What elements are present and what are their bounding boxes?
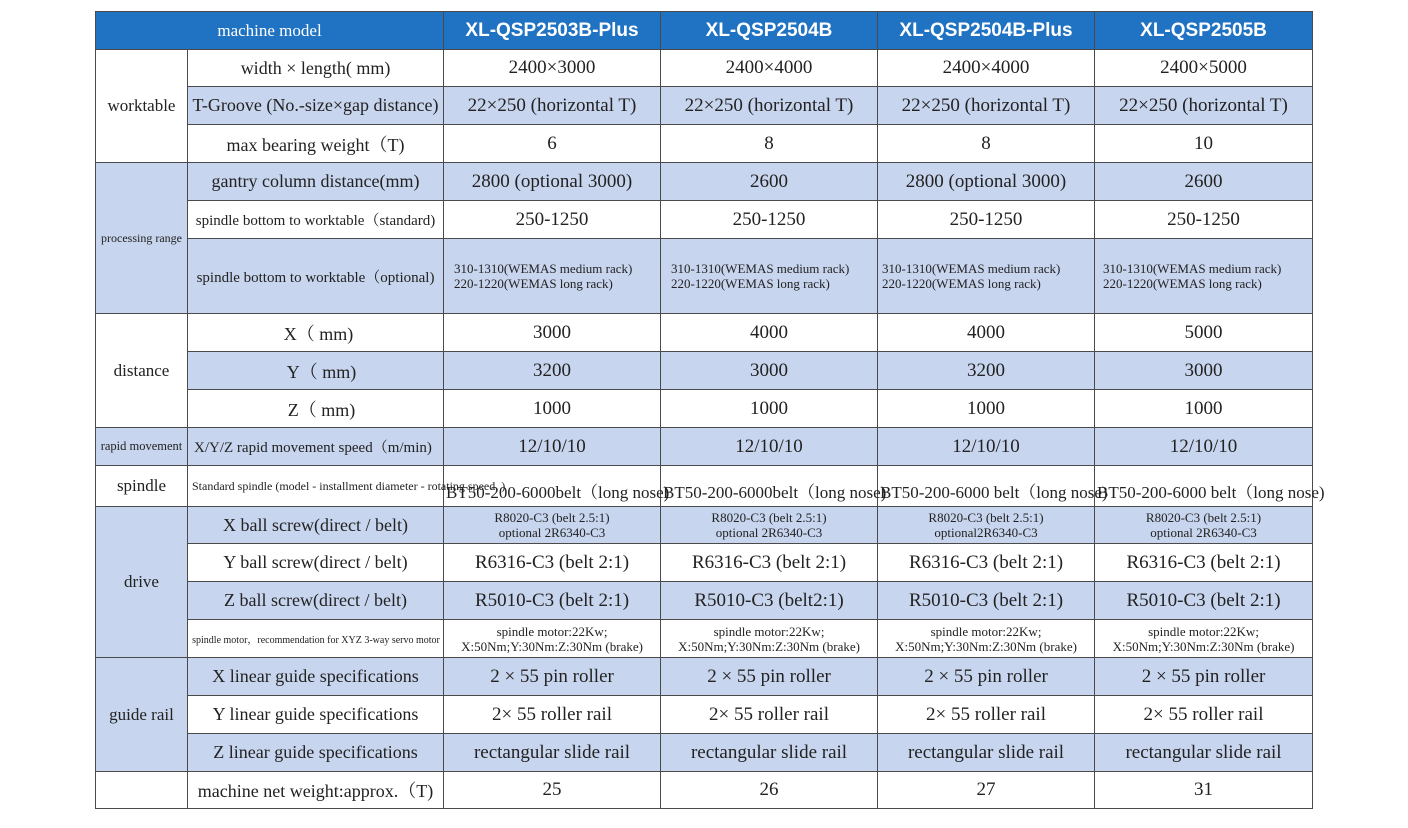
table-cell: 3200 — [878, 352, 1095, 390]
cell-line: 310-1310(WEMAS medium rack) — [1103, 261, 1282, 276]
row-label: spindle bottom to worktable（optional) — [188, 239, 444, 314]
table-row — [96, 734, 1313, 772]
table-cell — [1095, 239, 1313, 314]
table-cell: R5010-C3 (belt 2:1) — [444, 582, 661, 620]
table-cell: 3000 — [1095, 352, 1313, 390]
row-label: X linear guide specifications — [188, 658, 444, 696]
table-cell: 26 — [661, 772, 878, 809]
header-row — [96, 12, 1313, 50]
table-cell: 12/10/10 — [444, 428, 661, 466]
table-cell: 2× 55 roller rail — [661, 696, 878, 734]
table-cell: 27 — [878, 772, 1095, 809]
table-cell — [444, 239, 661, 314]
table-cell: 250-1250 — [1095, 201, 1313, 239]
table-cell: 2800 (optional 3000) — [878, 163, 1095, 201]
table-cell — [878, 239, 1095, 314]
table-cell — [444, 507, 661, 544]
table-cell: 6 — [444, 125, 661, 163]
cell-line: X:50Nm;Y:30Nm:Z:30Nm (brake) — [678, 638, 860, 654]
row-label: Z ball screw(direct / belt) — [188, 582, 444, 620]
table-cell: R6316-C3 (belt 2:1) — [1095, 544, 1313, 582]
table-cell: rectangular slide rail — [661, 734, 878, 772]
row-label: spindle bottom to worktable（standard) — [188, 201, 444, 239]
cell-line: X:50Nm;Y:30Nm:Z:30Nm (brake) — [1112, 638, 1295, 654]
cell-line: spindle motor:22Kw; — [713, 623, 825, 639]
row-label: X/Y/Z rapid movement speed（m/min) — [188, 428, 444, 466]
table-cell: 250-1250 — [878, 201, 1095, 239]
table-cell: 31 — [1095, 772, 1313, 809]
group-label-empty — [96, 772, 188, 809]
table-row — [96, 352, 1313, 390]
cell-line: spindle motor:22Kw; — [496, 623, 608, 639]
table-cell: 10 — [1095, 125, 1313, 163]
cell-line: R8020-C3 (belt 2.5:1) — [494, 510, 610, 525]
table-row — [96, 239, 1313, 314]
cell-line: 220-1220(WEMAS long rack) — [671, 276, 830, 291]
group-label-drive: drive — [96, 507, 188, 658]
table-cell: 22×250 (horizontal T) — [1095, 87, 1313, 125]
table-cell: 1000 — [878, 390, 1095, 428]
table-cell: 2600 — [661, 163, 878, 201]
table-cell: 5000 — [1095, 314, 1313, 352]
cell-line: 310-1310(WEMAS medium rack) — [882, 261, 1061, 276]
table-cell: BT50-200-6000belt（long nose) — [444, 466, 661, 507]
table-cell: rectangular slide rail — [444, 734, 661, 772]
table-row — [96, 507, 1313, 544]
table-row — [96, 87, 1313, 125]
table-cell — [1095, 507, 1313, 544]
table-cell: 4000 — [878, 314, 1095, 352]
group-label-guide-rail: guide rail — [96, 658, 188, 772]
cell-line: 220-1220(WEMAS long rack) — [1103, 276, 1262, 291]
group-label-distance: distance — [96, 314, 188, 428]
spec-table — [95, 11, 1325, 809]
cell-line: 310-1310(WEMAS medium rack) — [454, 261, 633, 276]
table-row — [96, 582, 1313, 620]
table-cell: 2600 — [1095, 163, 1313, 201]
table-cell: 2× 55 roller rail — [878, 696, 1095, 734]
table-cell: 2 × 55 pin roller — [1095, 658, 1313, 696]
row-label: machine net weight:approx.（T) — [188, 772, 444, 809]
cell-line: X:50Nm;Y:30Nm:Z:30Nm (brake) — [895, 638, 1077, 654]
table-cell: 2400×3000 — [444, 50, 661, 87]
table-cell: 8 — [878, 125, 1095, 163]
table-cell: 1000 — [661, 390, 878, 428]
cell-line: R8020-C3 (belt 2.5:1) — [711, 510, 827, 525]
table-cell: 8 — [661, 125, 878, 163]
model-header: XL-QSP2503B-Plus — [444, 12, 661, 50]
table-cell: 250-1250 — [444, 201, 661, 239]
row-label: width × length( mm) — [188, 50, 444, 87]
cell-line: R8020-C3 (belt 2.5:1) — [1145, 510, 1262, 525]
table-cell: 2 × 55 pin roller — [444, 658, 661, 696]
table-cell: R6316-C3 (belt 2:1) — [878, 544, 1095, 582]
table-cell: 22×250 (horizontal T) — [661, 87, 878, 125]
table-cell: R6316-C3 (belt 2:1) — [444, 544, 661, 582]
table-row — [96, 50, 1313, 87]
table-row — [96, 163, 1313, 201]
table-cell — [444, 620, 661, 658]
table-row — [96, 544, 1313, 582]
table-cell: 1000 — [444, 390, 661, 428]
cell-line: R8020-C3 (belt 2.5:1) — [928, 510, 1044, 525]
row-label: X ball screw(direct / belt) — [188, 507, 444, 544]
table-cell: 12/10/10 — [1095, 428, 1313, 466]
row-label: Y linear guide specifications — [188, 696, 444, 734]
table-row — [96, 620, 1313, 658]
table-cell — [878, 620, 1095, 658]
table-cell: 2 × 55 pin roller — [661, 658, 878, 696]
cell-line: spindle motor:22Kw; — [930, 623, 1042, 639]
group-label-processing-range: processing range — [96, 163, 188, 314]
table-cell: 250-1250 — [661, 201, 878, 239]
model-header: XL-QSP2505B — [1095, 12, 1313, 50]
table-cell: 22×250 (horizontal T) — [878, 87, 1095, 125]
table-cell: 12/10/10 — [661, 428, 878, 466]
cell-line: optional 2R6340-C3 — [1150, 525, 1257, 540]
table-cell: R6316-C3 (belt 2:1) — [661, 544, 878, 582]
table-cell: R5010-C3 (belt 2:1) — [878, 582, 1095, 620]
table-cell: 12/10/10 — [878, 428, 1095, 466]
table-row — [96, 390, 1313, 428]
row-label: Z linear guide specifications — [188, 734, 444, 772]
table-cell: R5010-C3 (belt2:1) — [661, 582, 878, 620]
row-label: max bearing weight（T) — [188, 125, 444, 163]
table-cell: BT50-200-6000 belt（long nose) — [878, 466, 1095, 507]
table-cell: 3000 — [661, 352, 878, 390]
table-row — [96, 658, 1313, 696]
cell-line: 220-1220(WEMAS long rack) — [882, 276, 1041, 291]
table-row — [96, 201, 1313, 239]
table-row — [96, 466, 1313, 507]
row-label: gantry column distance(mm) — [188, 163, 444, 201]
table-cell: 3200 — [444, 352, 661, 390]
table-cell: R5010-C3 (belt 2:1) — [1095, 582, 1313, 620]
table-cell: 3000 — [444, 314, 661, 352]
model-header: XL-QSP2504B — [661, 12, 878, 50]
cell-line: optional 2R6340-C3 — [498, 525, 606, 540]
table-cell: 2400×4000 — [661, 50, 878, 87]
table-cell: 2800 (optional 3000) — [444, 163, 661, 201]
group-label-spindle: spindle — [96, 466, 188, 507]
cell-line: X:50Nm;Y:30Nm:Z:30Nm (brake) — [461, 638, 643, 654]
table-cell — [661, 239, 878, 314]
table-cell: BT50-200-6000belt（long nose) — [661, 466, 878, 507]
cell-line: optional2R6340-C3 — [934, 525, 1038, 540]
table-cell: 2× 55 roller rail — [444, 696, 661, 734]
table-cell: 4000 — [661, 314, 878, 352]
row-label: X（ mm) — [188, 314, 444, 352]
table-cell: BT50-200-6000 belt（long nose) — [1095, 466, 1313, 507]
table-cell: 1000 — [1095, 390, 1313, 428]
row-label: spindle motor，recommendation for XYZ 3-way servo motor — [188, 620, 444, 658]
group-label-worktable: worktable — [96, 50, 188, 163]
group-label-rapid-movement: rapid movement — [96, 428, 188, 466]
row-label: Y ball screw(direct / belt) — [188, 544, 444, 582]
table-cell: rectangular slide rail — [1095, 734, 1313, 772]
table-row — [96, 696, 1313, 734]
row-label: Y（ mm) — [188, 352, 444, 390]
table-cell: rectangular slide rail — [878, 734, 1095, 772]
table-row — [96, 428, 1313, 466]
table-cell: 22×250 (horizontal T) — [444, 87, 661, 125]
table-cell: 2400×4000 — [878, 50, 1095, 87]
row-label: T-Groove (No.-size×gap distance) — [188, 87, 444, 125]
model-header: XL-QSP2504B-Plus — [878, 12, 1095, 50]
cell-line: 310-1310(WEMAS medium rack) — [671, 261, 850, 276]
cell-line: 220-1220(WEMAS long rack) — [454, 276, 613, 291]
cell-line: optional 2R6340-C3 — [715, 525, 823, 540]
table-cell — [661, 620, 878, 658]
table-cell: 25 — [444, 772, 661, 809]
table-cell — [878, 507, 1095, 544]
row-label: Z（ mm) — [188, 390, 444, 428]
machine-model-header: machine model — [96, 12, 444, 50]
table-row — [96, 314, 1313, 352]
table-cell: 2400×5000 — [1095, 50, 1313, 87]
table-cell — [1095, 620, 1313, 658]
table-row — [96, 772, 1313, 809]
table-cell — [661, 507, 878, 544]
table-row — [96, 125, 1313, 163]
row-label: Standard spindle (model - installment diameter - rotating speed. ) — [188, 466, 444, 507]
table-cell: 2× 55 roller rail — [1095, 696, 1313, 734]
table-cell: 2 × 55 pin roller — [878, 658, 1095, 696]
cell-line: spindle motor:22Kw; — [1148, 623, 1259, 639]
